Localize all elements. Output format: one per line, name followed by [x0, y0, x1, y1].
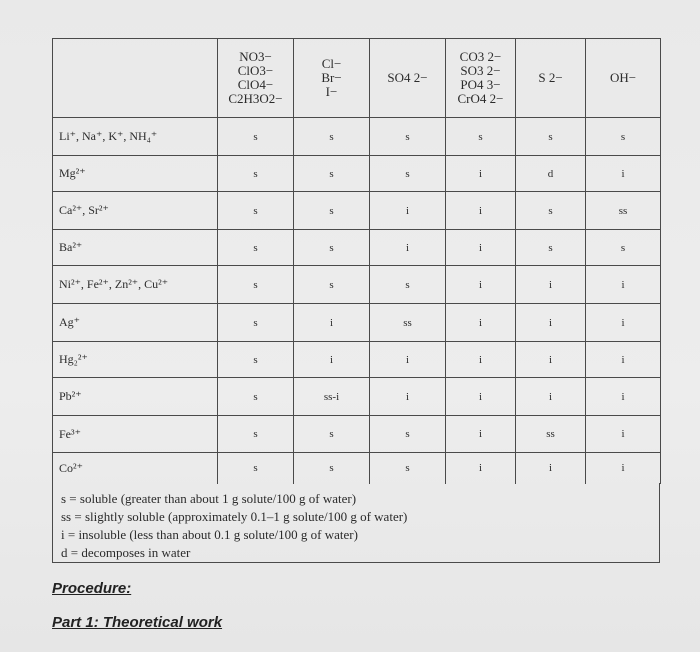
solubility-cell: s — [218, 266, 294, 304]
solubility-cell: i — [446, 342, 516, 378]
solubility-cell: s — [218, 156, 294, 192]
solubility-cell: s — [218, 192, 294, 230]
solubility-cell: s — [370, 416, 446, 453]
corner-cell — [53, 39, 218, 118]
solubility-cell: s — [586, 118, 661, 156]
solubility-cell: i — [586, 156, 661, 192]
solubility-cell: i — [586, 342, 661, 378]
solubility-cell: s — [370, 156, 446, 192]
solubility-cell: i — [516, 378, 586, 416]
solubility-cell: i — [586, 453, 661, 484]
solubility-cell: ss — [516, 416, 586, 453]
anion-label: CO3 2− — [459, 49, 502, 64]
solubility-cell: i — [446, 378, 516, 416]
solubility-cell: s — [218, 304, 294, 342]
solubility-cell: i — [516, 453, 586, 484]
solubility-cell: s — [370, 118, 446, 156]
procedure-heading: Procedure: — [52, 580, 132, 597]
anion-label: CrO4 2− — [457, 91, 504, 106]
solubility-cell: s — [294, 192, 370, 230]
solubility-cell: s — [370, 266, 446, 304]
solubility-cell: i — [446, 230, 516, 266]
solubility-cell: s — [370, 453, 446, 484]
cation-label: Ag⁺ — [53, 304, 218, 342]
anion-label: S 2− — [538, 70, 563, 85]
cation-label: Ni²⁺, Fe²⁺, Zn²⁺, Cu²⁺ — [53, 266, 218, 304]
solubility-cell: s — [586, 230, 661, 266]
anion-label: Cl− — [321, 56, 342, 71]
solubility-cell: s — [516, 230, 586, 266]
table-row — [53, 192, 661, 230]
anion-header-sulfate — [370, 39, 446, 118]
solubility-cell: i — [370, 230, 446, 266]
solubility-cell: s — [218, 118, 294, 156]
anion-label: I− — [325, 84, 338, 99]
legend-line: d = decomposes in water — [61, 545, 191, 560]
anion-label: NO3− — [239, 49, 272, 64]
anion-header-sulfide — [516, 39, 586, 118]
solubility-cell: i — [586, 266, 661, 304]
solubility-cell: ss-i — [294, 378, 370, 416]
table-row — [53, 378, 661, 416]
anion-label: OH− — [609, 70, 637, 85]
solubility-cell: i — [370, 342, 446, 378]
solubility-cell: i — [294, 342, 370, 378]
solubility-cell: i — [516, 266, 586, 304]
solubility-cell: s — [294, 118, 370, 156]
solubility-cell: i — [446, 453, 516, 484]
solubility-cell: i — [516, 342, 586, 378]
cation-label: Co²⁺ — [53, 453, 218, 484]
solubility-cell: s — [294, 266, 370, 304]
legend-line: s = soluble (greater than about 1 g solute/100 g of water) — [61, 491, 357, 506]
table-row — [53, 156, 661, 192]
anion-header-carbonate-group — [446, 39, 516, 118]
solubility-cell: s — [516, 118, 586, 156]
solubility-cell: s — [218, 453, 294, 484]
cation-label: Hg₂²⁺ — [53, 342, 218, 378]
solubility-cell: i — [446, 304, 516, 342]
table-row — [53, 230, 661, 266]
solubility-cell: s — [516, 192, 586, 230]
solubility-cell: i — [446, 266, 516, 304]
solubility-cell: i — [446, 156, 516, 192]
table-row — [53, 118, 661, 156]
header-row — [53, 39, 661, 118]
anion-header-nitrate-group — [218, 39, 294, 118]
solubility-cell: i — [370, 378, 446, 416]
cation-label: Ca²⁺, Sr²⁺ — [53, 192, 218, 230]
solubility-cell: ss — [586, 192, 661, 230]
solubility-cell: s — [218, 416, 294, 453]
solubility-cell: i — [586, 378, 661, 416]
solubility-cell: s — [218, 342, 294, 378]
cation-label: Li⁺, Na⁺, K⁺, NH₄⁺ — [53, 118, 218, 156]
solubility-cell: s — [294, 230, 370, 266]
anion-header-halide-group — [294, 39, 370, 118]
anion-label: C2H3O2− — [228, 91, 283, 106]
solubility-cell: s — [218, 230, 294, 266]
anion-label: PO4 3− — [460, 77, 501, 92]
table-row — [53, 453, 661, 484]
solubility-cell: i — [446, 192, 516, 230]
solubility-cell: s — [218, 378, 294, 416]
legend-box — [52, 483, 660, 563]
cation-label: Ba²⁺ — [53, 230, 218, 266]
solubility-cell: i — [370, 192, 446, 230]
anion-label: ClO4− — [237, 77, 274, 92]
solubility-cell: s — [294, 416, 370, 453]
cation-label: Pb²⁺ — [53, 378, 218, 416]
solubility-cell: i — [586, 304, 661, 342]
solubility-table — [52, 38, 661, 484]
solubility-cell: d — [516, 156, 586, 192]
table-row — [53, 266, 661, 304]
legend-line: i = insoluble (less than about 0.1 g solute/100 g of water) — [61, 527, 358, 542]
anion-label: ClO3− — [237, 63, 274, 78]
solubility-cell: s — [294, 156, 370, 192]
anion-label: SO3 2− — [460, 63, 501, 78]
solubility-cell: ss — [370, 304, 446, 342]
part-heading: Part 1: Theoretical work — [52, 614, 223, 631]
solubility-cell: i — [294, 304, 370, 342]
solubility-cell: i — [516, 304, 586, 342]
solubility-cell: i — [586, 416, 661, 453]
anion-label: SO4 2− — [387, 70, 428, 85]
legend-line: ss = slightly soluble (approximately 0.1–1 g solute/100 g of water) — [61, 509, 408, 524]
solubility-cell: i — [446, 416, 516, 453]
anion-header-hydroxide — [586, 39, 661, 118]
table-row — [53, 342, 661, 378]
table-row — [53, 416, 661, 453]
solubility-cell: s — [446, 118, 516, 156]
table-body — [53, 118, 661, 484]
solubility-cell: s — [294, 453, 370, 484]
cation-label: Fe³⁺ — [53, 416, 218, 453]
anion-label: Br− — [321, 70, 342, 85]
cation-label: Mg²⁺ — [53, 156, 218, 192]
table-row — [53, 304, 661, 342]
